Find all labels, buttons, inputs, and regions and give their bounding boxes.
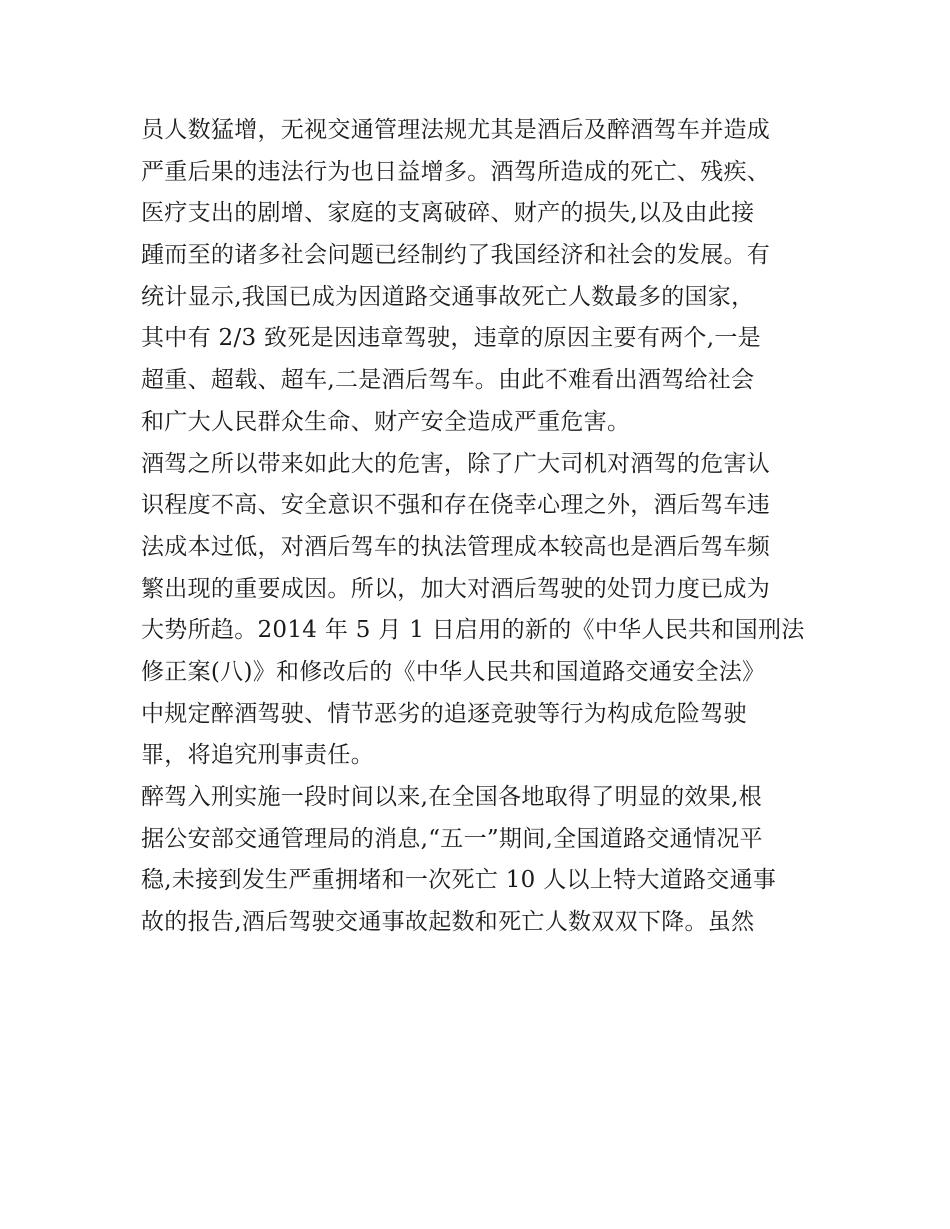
text-line: 中规定醉酒驾驶、情节恶劣的追逐竞驶等行为构成危险驾驶: [141, 700, 747, 727]
text-line: 大势所趋。2014 年 5 月 1 日启用的新的《中华人民共和国刑法: [141, 617, 805, 644]
text-line: 法成本过低，对酒后驾车的执法管理成本较高也是酒后驾车频: [141, 533, 771, 560]
text-line: 故的报告,酒后驾驶交通事故起数和死亡人数双双下降。虽然: [141, 909, 755, 936]
text-line: 醉驾入刑实施一段时间以来,在全国各地取得了明显的效果,根: [141, 784, 763, 810]
text-line: 罪，将追究刑事责任。: [141, 742, 374, 769]
text-line: 据公安部交通管理局的消息,“五一”期间,全国道路交通情况平: [141, 825, 763, 852]
text-line: 和广大人民群众生命、财产安全造成严重危害。: [141, 408, 631, 435]
text-line: 修正案(八)》和修改后的《中华人民共和国道路交通安全法》: [141, 658, 766, 685]
text-line: 稳,未接到发生严重拥堵和一次死亡 10 人以上特大道路交通事: [141, 867, 777, 894]
text-line: 酒驾之所以带来如此大的危害，除了广大司机对酒驾的危害认: [141, 450, 771, 477]
text-line: 识程度不高、安全意识不强和存在侥幸心理之外，酒后驾车违: [141, 492, 771, 519]
text-line: 统计显示,我国已成为因道路交通事故死亡人数最多的国家，: [141, 283, 755, 310]
text-line: 繁出现的重要成因。所以，加大对酒后驾驶的处罚力度已成为: [141, 575, 771, 602]
text-line: 员人数猛增，无视交通管理法规尤其是酒后及醉酒驾车并造成: [141, 117, 771, 143]
text-line: 严重后果的违法行为也日益增多。酒驾所造成的死亡、残疾、: [141, 158, 771, 185]
text-line: 医疗支出的剧增、家庭的支离破碎、财产的损失,以及由此接: [141, 200, 755, 227]
text-line: 踵而至的诸多社会问题已经制约了我国经济和社会的发展。有: [141, 242, 771, 269]
text-line: 其中有 2/3 致死是因违章驾驶，违章的原因主要有两个,一是: [141, 325, 761, 352]
text-line: 超重、超载、超车,二是酒后驾车。由此不难看出酒驾给社会: [141, 367, 755, 394]
document-text-body: [141, 110, 821, 944]
